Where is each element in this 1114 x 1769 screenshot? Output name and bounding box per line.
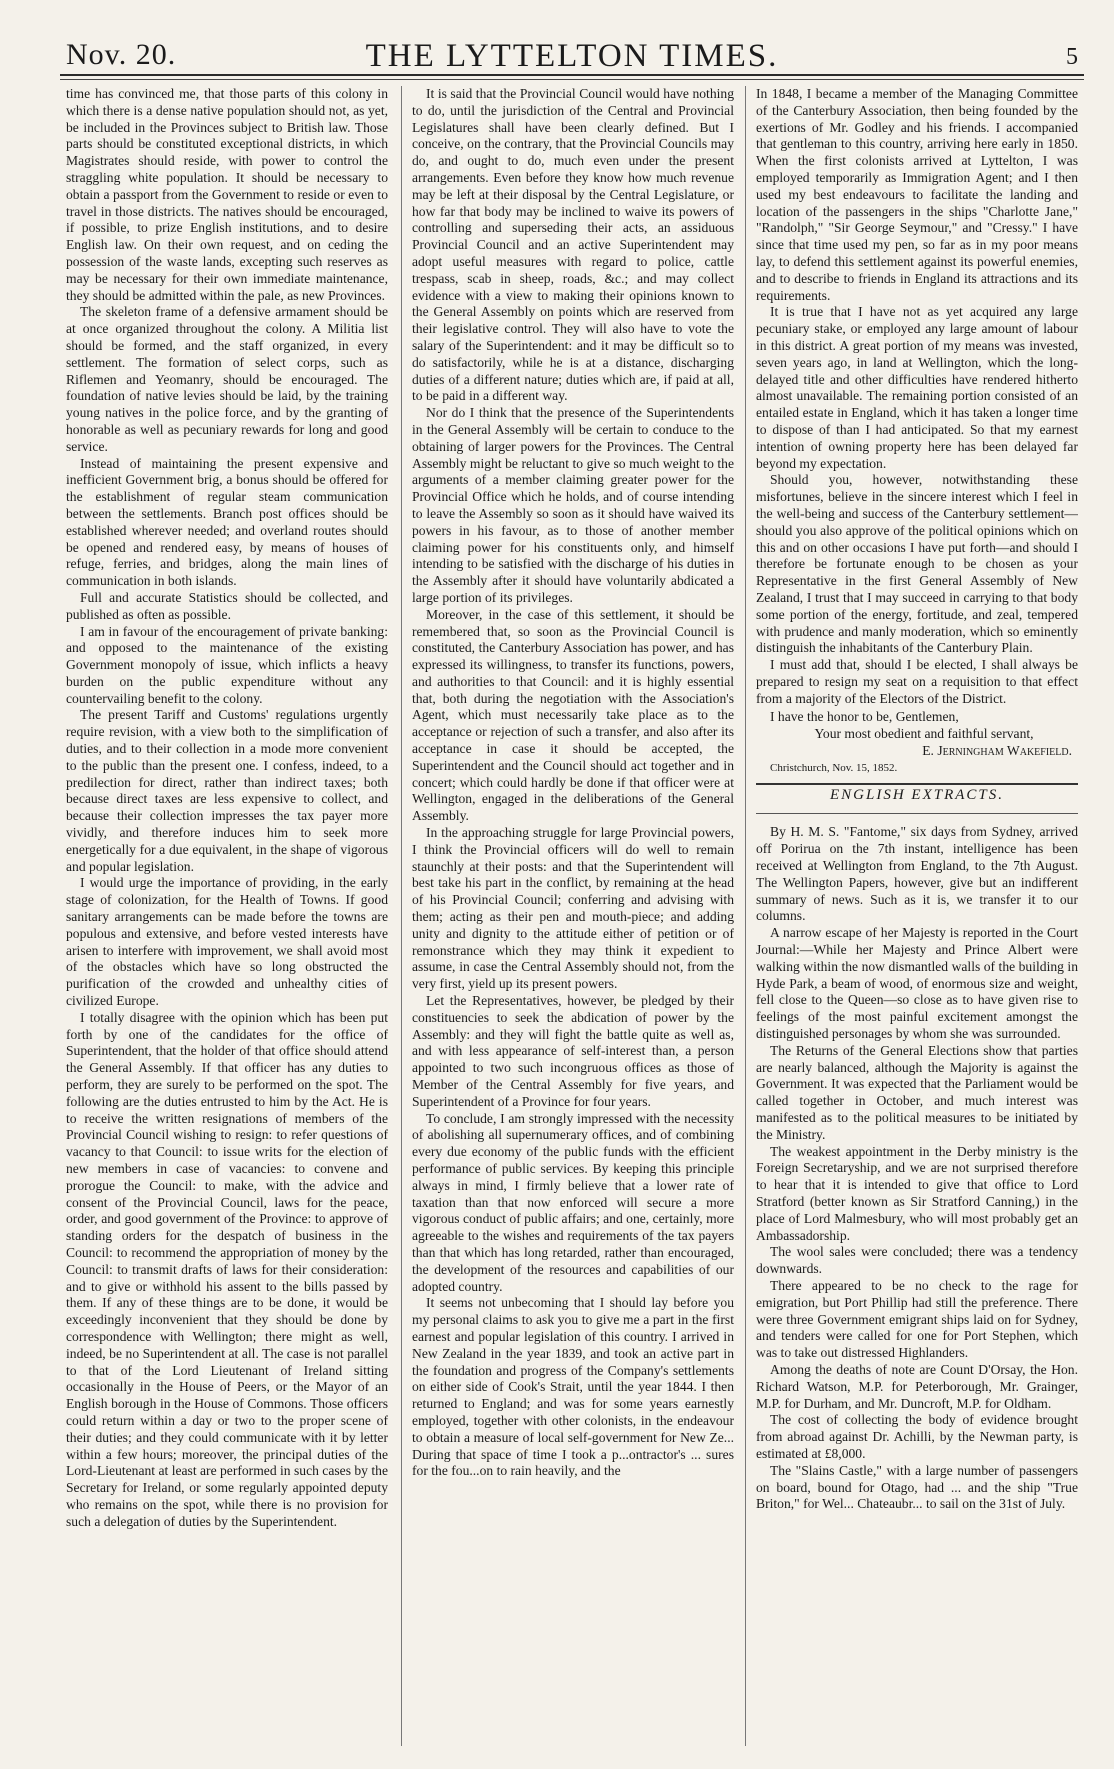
paragraph: I must add that, should I be elected, I shall always be prepared to resign my seat on a requisition to that effect from a majority of the Electors of the District.	[756, 657, 1078, 706]
paragraph: A narrow escape of her Majesty is reported in the Court Journal:—While her Majesty and Prince Albert were walking within the now dismantled walls of the building in Hyde Park, a beam of wood, of enormous size and weight, fell close to the Queen—so close as to have given rise to feelings of the most painful excitement amongst the distinguished personages by whom she was surrounded.	[756, 925, 1078, 1042]
paragraph: There appeared to be no check to the rage for emigration, but Port Phillip had still the preference. There were three Government emigrant ships laid on for Sydney, and tenders were called for one for Port Stephen, which was to take out distressed Highlanders.	[756, 1277, 1078, 1361]
paragraph: Nor do I think that the presence of the Superintendents in the General Assembly will be certain to conduce to the obtaining of larger powers for the Provinces. The Central Assembly might be reluctant to give so much weight to the arguments of a member claiming greater power for the Provincial Office which he holds, and of course intending to leave the Assembly so soon as it should have waived its powers in his favour, as to those of another member claiming power for his constituents only, and himself intending to be satisfied with the discharge of his duties in the Assembly after it should have voluntarily abdicated a large portion of its privileges.	[412, 405, 734, 605]
paragraph: It is true that I have not as yet acquired any large pecuniary stake, or employed any large amount of labour in this district. A great portion of my means was invested, seven years ago, in land at Wellington, which the long-delayed title and other difficulties have rendered hitherto almost unavailable. The remaining portion consisted of an entailed estate in England, which it has taken a longer time to dispose of than I had anticipated. So that my earnest intention of owning property here has been delayed far beyond my expectation.	[756, 304, 1078, 471]
masthead	[60, 34, 1084, 76]
paragraph: I am in favour of the encouragement of private banking: and opposed to the maintenance of the existing Government monopoly of issue, which inflicts a heavy burden on the public expenditure without any countervailing benefit to the colony.	[66, 623, 388, 706]
issue-date: Nov. 20.	[66, 38, 177, 71]
section-heading: ENGLISH EXTRACTS.	[829, 786, 1004, 803]
paragraph: The "Slains Castle," with a large number of passengers on board, bound for Otago, had ... and the ship "True Briton," for Wel... Chateaubr... to sail on the 31st of July.	[756, 1462, 1078, 1512]
place-date: Christchurch, Nov. 15, 1852.	[770, 761, 898, 774]
paragraph: Instead of maintaining the present expensive and inefficient Government brig, a bonus should be offered for the establishment of regular steam communication between the settlements. Branch post offices should be established wherever needed; and overland routes should be opened and rendered easy, by means of houses of refuge, ferries, and bridges, along the main lines of communication in both islands.	[66, 455, 388, 589]
salutation: I have the honor to be, Gentlemen,	[770, 709, 959, 725]
signature: E. Jerningham Wakefield.	[922, 743, 1072, 759]
closing: Your most obedient and faithful servant,	[814, 726, 1034, 742]
paragraph: Should you, however, notwithstanding these misfortunes, believe in the sincere interest which I feel in the well-being and success of the Canterbury settlement—should you also approve of the political opinions which on this and on other occasions I have put forth—and should I therefore be fortunate enough to be chosen as your Representative in the first General Assembly of New Zealand, I trust that I may succeed in carrying to that body some portion of the energy, fortitude, and zeal, tempered with prudence and manly moderation, which so eminently distinguish the inhabitants of the Canterbury Plain.	[756, 472, 1078, 656]
column-divider	[745, 86, 746, 1746]
section-rule	[756, 813, 1078, 814]
paragraph: Among the deaths of note are Count D'Orsay, the Hon. Richard Watson, M.P. for Peterborough, Mr. Grainger, M.P. for Durham, and Mr. Duncroft, M.P. for Oldham.	[756, 1361, 1078, 1411]
paragraph: It is said that the Provincial Council would have nothing to do, until the jurisdiction of the Central and Provincial Legislatures shall have been clearly defined. But I conceive, on the contrary, that the Provincial Councils may do, and ought to do, much even under the present arrangements. Even before they know how much revenue may be left at their disposal by the Central Legislature, or how far that body may be inclined to waive its powers of controlling and superseding their acts, an assiduous Provincial Council and an active Superintendent may adopt useful measures with regard to police, cattle trespass, scab in sheep, roads, &c.; and may collect evidence with a view to making their opinions known to the General Assembly on points which are reserved from their legislative control. They will also have to vote the salary of the Superintendent: and it may be difficult so to do satisfactorily, while he is at a distance, discharging duties of a different nature; duties which are, if paid at all, to be paid in a different way.	[412, 86, 734, 404]
paragraph: Moreover, in the case of this settlement, it should be remembered that, so soon as the Provincial Council is constituted, the Canterbury Association has power, and has expressed its willingness, to transfer its functions, powers, and authorities to that Council: and it is highly essential that, both during the negotiation with the Association's Agent, which must necessarily take place as to the acceptance or rejection of such a transfer, and also after its acceptance in case it should be accepted, the Superintendent and the Council should act together and in concert; which could hardly be done if that officer were at Wellington, engaged in the deliberations of the General Assembly.	[412, 606, 734, 824]
paragraph: The skeleton frame of a defensive armament should be at once organized throughout the colony. A Militia list should be formed, and the staff organized, in every settlement. The formation of select corps, such as Riflemen and Yeomanry, should be encouraged. The foundation of native levies should be laid, by the training young natives in the police force, and by the granting of honorable as well as pecuniary rewards for long and good service.	[66, 304, 388, 454]
column-1	[66, 86, 388, 1746]
paragraph: I would urge the importance of providing, in the early stage of colonization, for the Health of Towns. If good sanitary arrangements can be made before the towns are populous and extensive, and before vested interests have arisen to interfere with improvement, we shall avoid most of the obstacles which have so long obstructed the purification of the crowded and unhealthy cities of civilized Europe.	[66, 875, 388, 1009]
column-3	[756, 86, 1078, 1746]
paragraph: The cost of collecting the body of evidence brought from abroad against Dr. Achilli, by the Newman party, is estimated at £8,000.	[756, 1412, 1078, 1461]
page-body	[66, 86, 1080, 1756]
newspaper-title: THE LYTTELTON TIMES.	[365, 38, 779, 74]
paragraph: In 1848, I became a member of the Managing Committee of the Canterbury Association, then being founded by the exertions of Mr. Godley and his friends. I accompanied that gentleman to this country, arriving here early in 1850. When the first colonists arrived at Lyttelton, I was employed temporarily as Immigration Agent; and I then used my best endeavours to facilitate the landing and location of the passengers in the ships "Charlotte Jane," "Randolph," "Sir George Seymour," and "Cressy." I have since that time used my pen, so far as in my poor means lay, to defend this settlement against its powerful enemies, and to describe to friends in England its attractions and its requirements.	[756, 86, 1078, 303]
paragraph: Let the Representatives, however, be pledged by their constituencies to seek the abdication of power by the Assembly: and they will fight the battle quite as well as, and with less appearance of self-interest than, a person appointed to two such incongruous offices as those of Member of the Central Assembly for five years, and Superintendent of a Province for four years.	[412, 993, 734, 1109]
paragraph: The present Tariff and Customs' regulations urgently require revision, with a view both to the simplification of duties, and to their collection in a mode more convenient to the public than the present one. I confess, indeed, to a predilection for direct, rather than indirect taxes; both because direct taxes are less expensive to collect, and because their collection impresses the tax payer more vividly, and therefore induces him to seek more energetically for a due equivalent, in the shape of vigorous and popular legislation.	[66, 707, 388, 874]
letter-signoff	[756, 709, 1078, 776]
paragraph: In the approaching struggle for large Provincial powers, I think the Provincial officers will do well to remain staunchly at their posts: and that the Superintendent will best take his part in the conflict, by remaining at the head of his Provincial Council; conferring and advising with them; acting as their pen and mouth-piece; and adding unity and dignity to the attitude either of petition or of remonstrance which they may think it expedient to assume, in case the Central Assembly should not, from the very first, yield up its present powers.	[412, 825, 734, 992]
masthead-rule	[60, 79, 1084, 80]
section-rule	[756, 783, 1078, 785]
paragraph: time has convinced me, that those parts of this colony in which there is a dense native population should not, as yet, be included in the Provinces subject to British law. Those parts should be constituted exceptional districts, in which Magistrates should reside, with power to control the straggling white population. It should be necessary to obtain a passport from the Government to reside or even to travel in those districts. The natives should be encouraged, if possible, to prize English institutions, and to desire English law. On their own request, and on ceding the possession of the waste lands, excepting such reserves as may be necessary for their own immediate maintenance, they should be admitted within the pale, as new Provinces.	[66, 86, 388, 303]
paragraph: The weakest appointment in the Derby ministry is the Foreign Secretaryship, and we are not surprised therefore to hear that it is intended to give that office to Lord Stratford (better known as Sir Stratford Canning,) in the place of Lord Malmesbury, who will most probably get an Ambassadorship.	[756, 1143, 1078, 1243]
paragraph: To conclude, I am strongly impressed with the necessity of abolishing all supernumerary offices, and of combining every due economy of the public funds with the efficient performance of public services. By keeping this principle always in mind, I firmly believe that a lower rate of taxation than that now enforced will secure a more vigorous conduct of public affairs; and one, certainly, more agreeable to the wishes and requirements of the tax payers than that which has long retarded, rather than encouraged, the development of the resources and capabilities of our adopted country.	[412, 1110, 734, 1294]
page-number: 5	[1066, 44, 1078, 70]
paragraph: The Returns of the General Elections show that parties are nearly balanced, although the Majority is against the Government. It was expected that the Parliament would be called together in October, and much interest was manifested as to the political measures to be initiated by the Ministry.	[756, 1042, 1078, 1142]
paragraph: Full and accurate Statistics should be collected, and published as often as possible.	[66, 589, 388, 622]
column-2	[412, 86, 734, 1746]
paragraph: By H. M. S. "Fantome," six days from Sydney, arrived off Porirua on the 7th instant, intelligence has been received at Wellington from England, to the 7th August. The Wellington Papers, however, give but an indifferent summary of news. Such as it is, we transfer it to our columns.	[756, 824, 1078, 924]
paragraph: It seems not unbecoming that I should lay before you my personal claims to ask you to give me a part in the first earnest and popular legislation of this country. I arrived in New Zealand in the year 1839, and took an active part in the foundation and progress of the Company's settlements on either side of Cook's Strait, until the year 1844. I then returned to England; and was for some years earnestly employed, together with other colonists, in the endeavour to obtain a measure of local self-government for New Ze... During that space of time I took a p...ontractor's ... sures for the fou...on to rain heavily, and the	[412, 1295, 734, 1479]
column-divider	[401, 86, 402, 1746]
paragraph: I totally disagree with the opinion which has been put forth by one of the candidates for the office of Superintendent, that the holder of that office should attend the General Assembly. If that officer has any duties to perform, they are surely to be performed on the spot. The following are the duties entrusted to him by the Act. He is to receive the written resignations of members of the Provincial Council wishing to resign: to refer questions of vacancy to that Council: to issue writs for the election of new members in case of vacancies: to convene and prorogue the Council: to make, with the advice and consent of the Provincial Council, laws for the peace, order, and good government of the Province: to approve of standing orders for the despatch of business in the Council: to recommend the appropriation of money by the Council: to transmit drafts of laws for their consideration: and to give or withhold his assent to the bills passed by them. If any of these things are to be done, it would be exceedingly inconvenient that they should be done by correspondence with Wellington; there might as well, indeed, be no Superintendent at all. The case is not parallel to that of the Lord Lieutenant of Ireland sitting occasionally in the House of Peers, or the Mayor of an English borough in the House of Commons. Those officers could return within a day or two to the proper scene of their duties; and they could communicate with it by letter within a few hours; moreover, the principal duties of the Lord-Lieutenant at least are performed in such cases by the Secretary for Ireland, or some regularly appointed deputy who remains on the spot, while there is no provision for such a delegation of duties by the Superintendent.	[66, 1009, 388, 1529]
paragraph: The wool sales were concluded; there was a tendency downwards.	[756, 1244, 1078, 1277]
